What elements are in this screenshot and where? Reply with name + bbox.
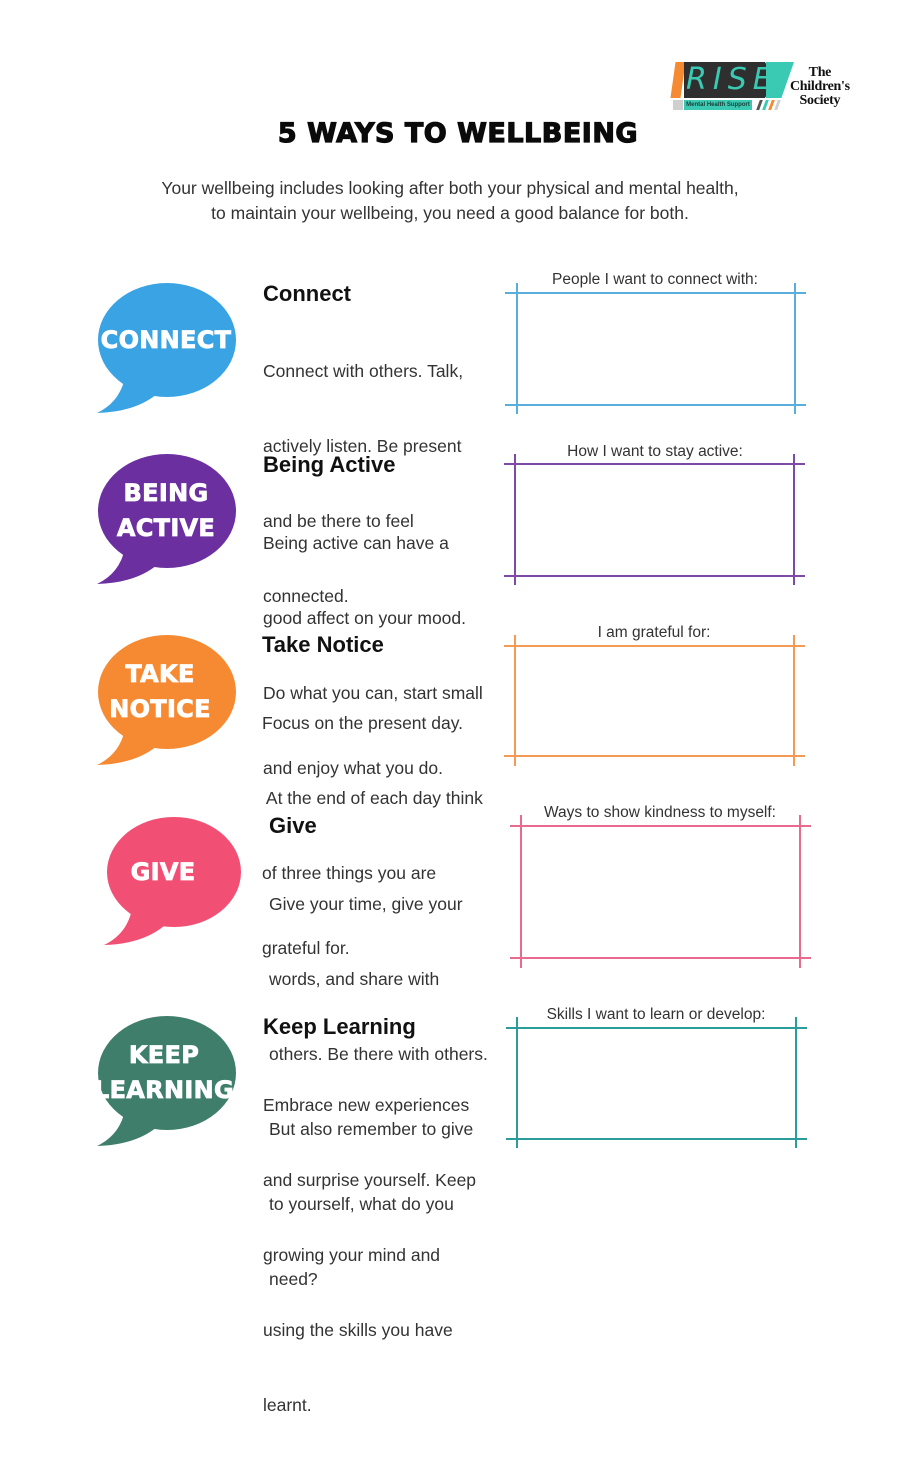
bubble-text: BEING bbox=[123, 479, 209, 507]
body-line: At the end of each day think bbox=[262, 788, 483, 808]
bubble-text: KEEP bbox=[128, 1041, 200, 1069]
rise-tagline: Mental Health Support bbox=[684, 100, 752, 110]
section-heading: Connect bbox=[263, 281, 351, 306]
body-line: and surprise yourself. Keep bbox=[263, 1170, 477, 1190]
bubble-text: GIVE bbox=[130, 857, 196, 886]
body-line: grateful for. bbox=[262, 938, 350, 958]
box-label: How I want to stay active: bbox=[567, 443, 743, 460]
box-label: Ways to show kindness to myself: bbox=[543, 804, 776, 821]
partner-line: Society bbox=[799, 93, 841, 108]
bubble-text: TAKE bbox=[125, 660, 195, 688]
box-label: People I want to connect with: bbox=[552, 271, 758, 288]
body-line: others. Be there with others. bbox=[269, 1044, 488, 1064]
section-heading: Take Notice bbox=[262, 632, 384, 657]
rise-orange-stripe bbox=[670, 62, 685, 98]
section-heading: Being Active bbox=[263, 452, 396, 477]
page-title: 5 WAYS TO WELLBEING bbox=[277, 118, 639, 149]
body-line: and enjoy what you do. bbox=[263, 758, 443, 778]
section-heading: Keep Learning bbox=[263, 1014, 416, 1039]
section-heading: Give bbox=[269, 813, 317, 838]
bubble-text: LEARNING bbox=[94, 1076, 234, 1104]
body-line: of three things you are bbox=[262, 863, 437, 883]
body-line: need? bbox=[269, 1269, 318, 1289]
box-label: Skills I want to learn or develop: bbox=[546, 1006, 766, 1023]
body-line: But also remember to give bbox=[269, 1119, 474, 1139]
give-speech-bubble-icon bbox=[102, 814, 244, 948]
body-line: Focus on the present day. bbox=[262, 713, 464, 733]
bubble-text: NOTICE bbox=[109, 695, 211, 723]
section-body bbox=[263, 1043, 476, 1468]
body-line: words, and share with bbox=[269, 969, 440, 989]
rise-grey-block bbox=[673, 100, 683, 110]
body-line: connected. bbox=[263, 586, 349, 606]
partner-line: Children's bbox=[790, 79, 850, 94]
body-line: and be there to feel bbox=[263, 511, 414, 531]
body-line: Do what you can, start small bbox=[263, 683, 483, 703]
bubble-text: ACTIVE bbox=[116, 514, 216, 542]
body-line: actively listen. Be present bbox=[263, 436, 462, 456]
body-line: Embrace new experiences bbox=[263, 1095, 470, 1115]
body-line: good affect on your mood. bbox=[263, 608, 467, 628]
body-line: to yourself, what do you bbox=[269, 1194, 454, 1214]
rise-logo-text: RISE bbox=[686, 62, 778, 97]
connect-speech-bubble-icon bbox=[95, 282, 237, 416]
rise-stripes-icon bbox=[756, 100, 782, 110]
being-active-speech-bubble-icon bbox=[95, 453, 237, 587]
partner-line: The bbox=[808, 65, 832, 80]
bubble-text: CONNECT bbox=[100, 325, 232, 354]
keep-learning-speech-bubble-icon bbox=[95, 1015, 237, 1149]
body-line: growing your mind and bbox=[263, 1245, 441, 1265]
body-line: Being active can have a bbox=[263, 533, 449, 553]
body-line: Give your time, give your bbox=[269, 894, 463, 914]
intro-line-1: Your wellbeing includes looking after both your physical and mental health, bbox=[161, 178, 739, 198]
body-line: Connect with others. Talk, bbox=[263, 361, 464, 381]
intro-line-2: to maintain your wellbeing, you need a good balance for both. bbox=[211, 203, 689, 223]
body-line: learnt. bbox=[263, 1395, 312, 1415]
take-notice-speech-bubble-icon bbox=[95, 634, 237, 768]
box-label: I am grateful for: bbox=[597, 624, 711, 641]
body-line: using the skills you have bbox=[263, 1320, 453, 1340]
childrens-society-logo-text bbox=[790, 66, 850, 108]
rise-childrens-society-logo bbox=[670, 58, 870, 118]
